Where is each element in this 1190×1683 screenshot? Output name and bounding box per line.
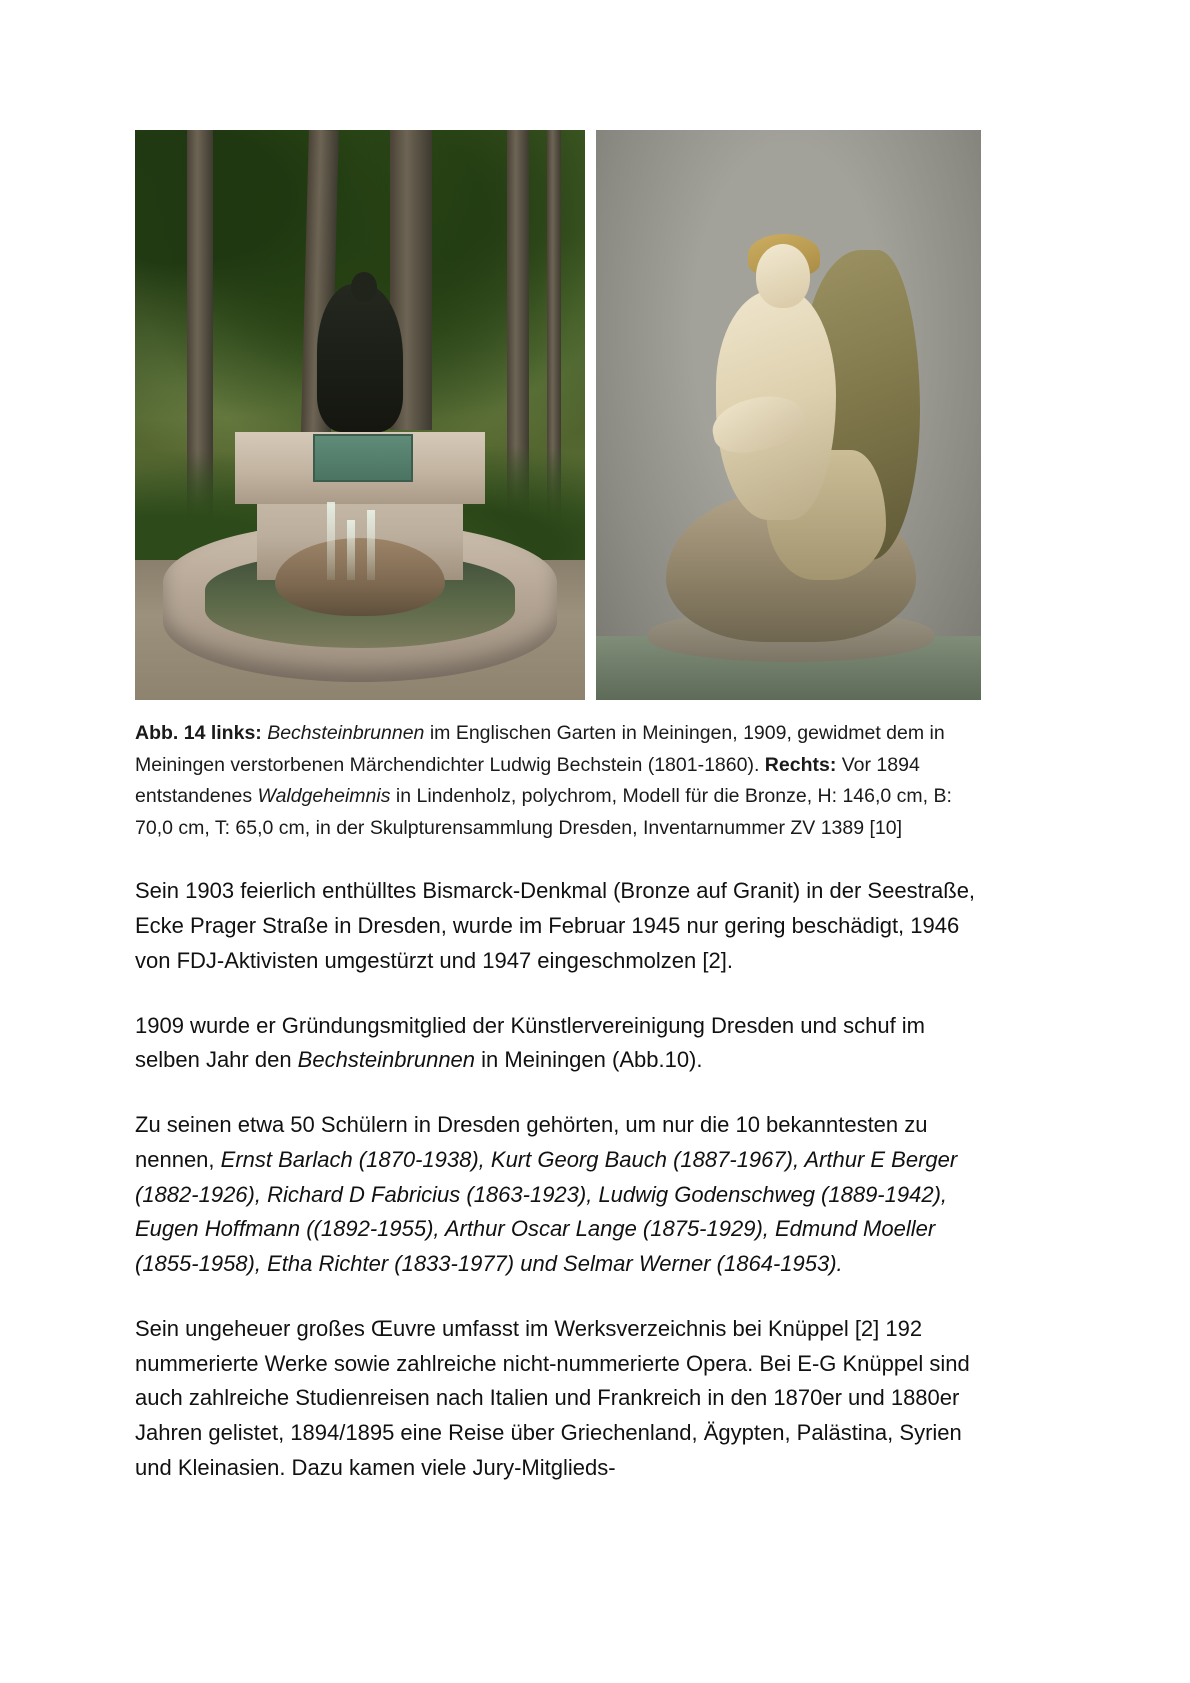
caption-work-title-2: Waldgeheimnis [257,785,391,808]
bronze-figure-head [351,272,377,302]
figure-caption [135,718,995,844]
paragraph-oeuvre: Sein ungeheuer großes Œuvre umfasst im Werksverzeichnis bei Knüppel [2] 192 nummerierte Werke sowie zahlreiche nicht-nummerierte Opera. Bei E-G Knüppel sind auch zahlreiche Studienreisen nach Italien und Frankreich in den 1870er und 1880er Jahren gelistet, 1894/1895 eine Reise über Griechenland, Ägypten, Palästina, Syrien und Kleinasien. Dazu kamen viele Jury-Mitglieds- [135,1315,970,1480]
caption-label: Abb. 14 links: [135,722,262,744]
bronze-plaque [313,434,413,482]
water-stream [347,520,355,580]
figure-row [135,130,1055,700]
caption-label-2: Rechts: [764,753,837,776]
water-stream [367,510,375,580]
caption-work-title-1: Bechsteinbrunnen [267,722,425,744]
paragraph-text-before: Zu seinen etwa 50 Schülern in Dresden gehörten, um nur die 10 bekanntesten zu nennen, [135,1112,928,1172]
caption-text-2: Vor 1894 entstandenes [135,753,920,808]
bronze-figure [317,284,403,432]
paragraph-schueler [135,1108,987,1282]
paragraph-kuenstlervereinigung [135,1009,987,1079]
water-stream [327,502,335,580]
work-title-bechsteinbrunnen: Bechsteinbrunnen [297,1047,476,1073]
sculpture-head [756,244,810,308]
bechsteinbrunnen-photo [135,130,585,700]
paragraph-bismarck: Sein 1903 feierlich enthülltes Bismarck-Denkmal (Bronze auf Granit) in der Seestraße, Ecke Prager Straße in Dresden, wurde im Februar 1945 nur gering beschädigt, 1946 von FDJ-Aktivisten umgestürzt und 1947 eingeschmolzen [2]. [135,878,976,973]
paragraph-text-after: in Meiningen (Abb.10). [475,1047,703,1073]
paragraph-text-before: 1909 wurde er Gründungsmitglied der Künstlervereinigung Dresden und schuf im selben Jahr den [135,1012,926,1073]
caption-text-3: in Lindenholz, polychrom, Modell für die Bronze, H: 146,0 cm, B: 70,0 cm, T: 65,0 cm, in der Skulpturensammlung Dresden, Inventarnummer ZV 1389 [10] [135,785,952,839]
waldgeheimnis-sculpture-photo [596,130,981,700]
caption-text-1: im Englischen Garten in Meiningen, 1909, gewidmet dem in Meiningen verstorbenen Märchendichter Ludwig Bechstein (1801-1860). [135,722,945,776]
student-names-list: Ernst Barlach (1870-1938), Kurt Georg Bauch (1887-1967), Arthur E Berger (1882-1926), Richard D Fabricius (1863-1923), Ludwig Godenschweg (1889-1942), Eugen Hoffmann ((1892-1955), Arthur Oscar Lange (1875-1929), Edmund Moeller (1855-1958), Etha Richter (1833-1977) und Selmar Werner (1864-1953). [135,1146,958,1277]
